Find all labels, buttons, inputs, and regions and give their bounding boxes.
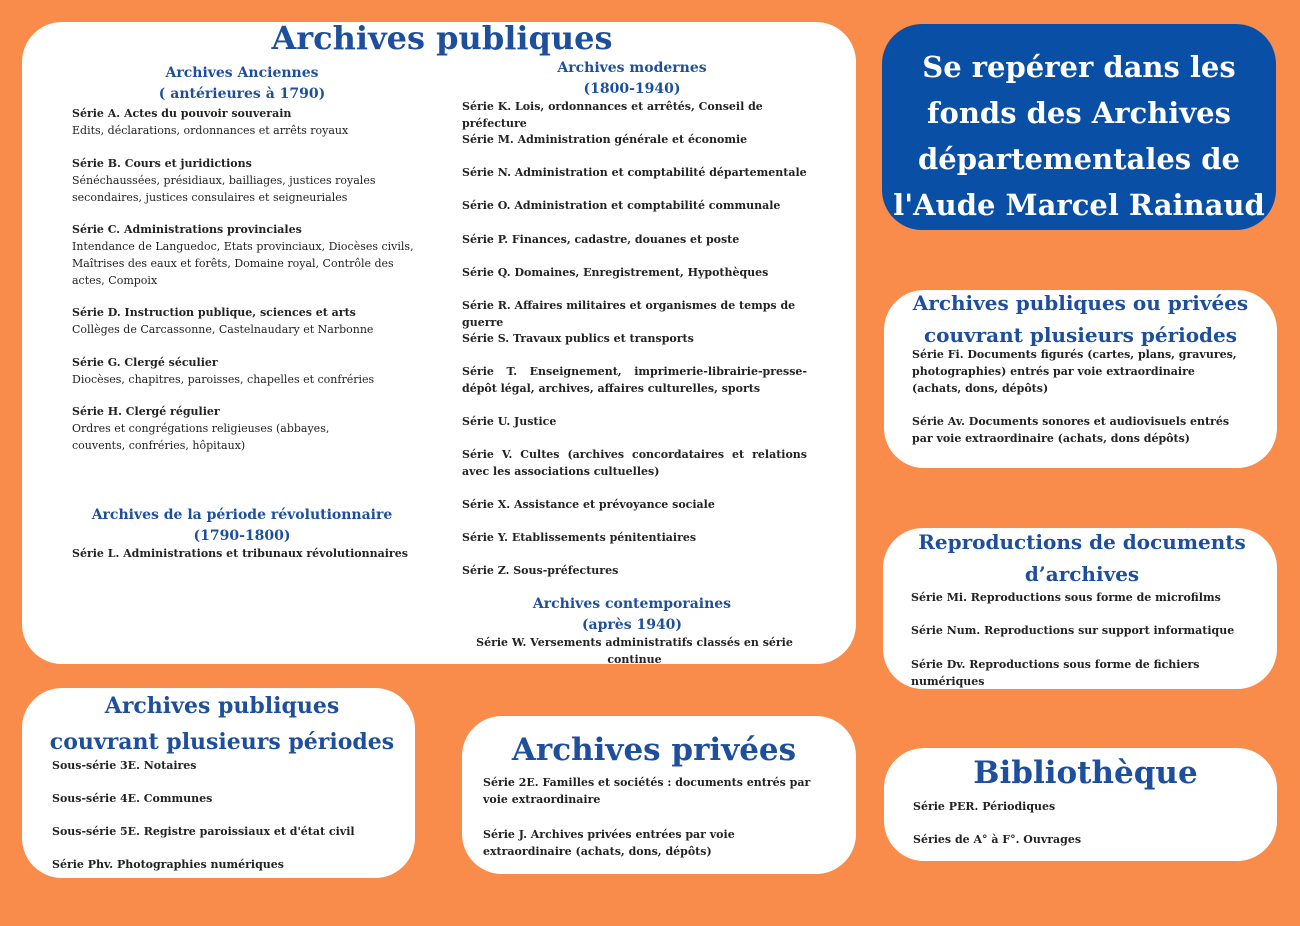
serie-d: Série D. Instruction publique, sciences et arts Collèges de Carcassonne, Castelnaudary et Narbonne [72, 306, 374, 336]
series-a-f: Séries de A° à F°. Ouvrages [913, 833, 1082, 846]
serie-a: Série A. Actes du pouvoir souverain Edits, déclarations, ordonnances et arrêts royaux [72, 107, 349, 137]
serie-t: Série T. Enseignement, imprimerie-librairie-presse-dépôt légal, archives, affaires culturelles, sports [462, 365, 807, 395]
header-title: Se repérer dans les fonds des Archives départementales de l'Aude Marcel Rainaud [893, 50, 1265, 222]
serie-s: Série S. Travaux publics et transports [462, 332, 694, 345]
serie-mi: Série Mi. Reproductions sous forme de microfilms [911, 591, 1221, 604]
serie-m: Série M. Administration générale et économie [462, 133, 748, 146]
sous-serie-5e: Sous-série 5E. Registre paroissiaux et d'état civil [52, 825, 355, 838]
serie-n: Série N. Administration et comptabilité départementale [462, 166, 807, 179]
serie-dv: Série Dv. Reproductions sous forme de fichiers numériques [911, 658, 1200, 688]
serie-q: Série Q. Domaines, Enregistrement, Hypothèques [462, 266, 769, 279]
serie-y: Série Y. Etablissements pénitentiaires [462, 531, 697, 544]
serie-u: Série U. Justice [462, 415, 557, 428]
serie-p: Série P. Finances, cadastre, douanes et poste [462, 233, 740, 246]
serie-phv: Série Phv. Photographies numériques [52, 858, 284, 871]
sous-serie-3e: Sous-série 3E. Notaires [52, 759, 197, 772]
publiques-privees-card [884, 290, 1277, 468]
serie-b: Série B. Cours et juridictions Sénéchaussées, présidiaux, bailliages, justices royales secondaires, justices consulaires et seigneuriales [72, 157, 376, 204]
main-title: Archives publiques [271, 19, 613, 57]
anciennes-title: Archives Anciennes ( antérieures à 1790) [158, 65, 326, 102]
archives-privees-card [462, 716, 856, 874]
serie-v: Série V. Cultes (archives concordataires et relations avec les associations cultuelles) [462, 448, 807, 478]
serie-w: Série W. Versements administratifs classés en série continue [476, 636, 793, 666]
header-title-card [882, 24, 1276, 230]
serie-per: Série PER. Périodiques [913, 800, 1056, 813]
serie-k: Série K. Lois, ordonnances et arrêtés, Conseil de préfecture [462, 100, 763, 130]
bibliotheque-card [884, 748, 1277, 861]
repro-title: Reproductions de documents d’archives [918, 530, 1246, 586]
serie-2e: Série 2E. Familles et sociétés : documents entrés par voie extraordinaire [483, 776, 811, 806]
serie-av: Série Av. Documents sonores et audiovisuels entrés par voie extraordinaire (achats, dons dépôts) [912, 415, 1230, 445]
mixed-title: Archives publiques ou privées couvrant plusieurs périodes [912, 291, 1249, 347]
revolution-title: Archives de la période révolutionnaire (1790-1800) [91, 507, 393, 544]
archives-publiques-card [22, 19, 856, 666]
serie-j: Série J. Archives privées entrées par voie extraordinaire (achats, dons, dépôts) [483, 828, 735, 858]
sous-serie-4e: Sous-série 4E. Communes [52, 792, 213, 805]
publiques-periodes-card [22, 688, 415, 878]
serie-h: Série H. Clergé régulier Ordres et congrégations religieuses (abbayes, couvents, confréries, hôpitaux) [72, 405, 330, 452]
serie-fi: Série Fi. Documents figurés (cartes, plans, gravures, photographies) entrés par voie extraordinaire (achats, dons, dépôts) [912, 348, 1237, 395]
serie-r: Série R. Affaires militaires et organismes de temps de guerre [462, 299, 796, 329]
contemporaines-title: Archives contemporaines (après 1940) [532, 596, 732, 633]
reproductions-card [883, 528, 1277, 689]
library-title: Bibliothèque [973, 755, 1198, 791]
serie-c: Série C. Administrations provinciales Intendance de Languedoc, Etats provinciaux, Diocèses civils, Maîtrises des eaux et forêts, Domaine royal, Contrôle des actes, Compoix [72, 223, 414, 287]
periods-title: Archives publiques couvrant plusieurs périodes [49, 693, 395, 755]
serie-o: Série O. Administration et comptabilité communale [462, 199, 781, 212]
private-title: Archives privées [511, 732, 797, 768]
serie-num: Série Num. Reproductions sur support informatique [911, 624, 1235, 637]
serie-l: Série L. Administrations et tribunaux révolutionnaires [72, 547, 408, 560]
serie-z: Série Z. Sous-préfectures [462, 564, 619, 577]
serie-g: Série G. Clergé séculier Diocèses, chapitres, paroisses, chapelles et confréries [72, 356, 375, 386]
modernes-title: Archives modernes (1800-1940) [557, 60, 707, 97]
serie-x: Série X. Assistance et prévoyance sociale [462, 498, 715, 511]
